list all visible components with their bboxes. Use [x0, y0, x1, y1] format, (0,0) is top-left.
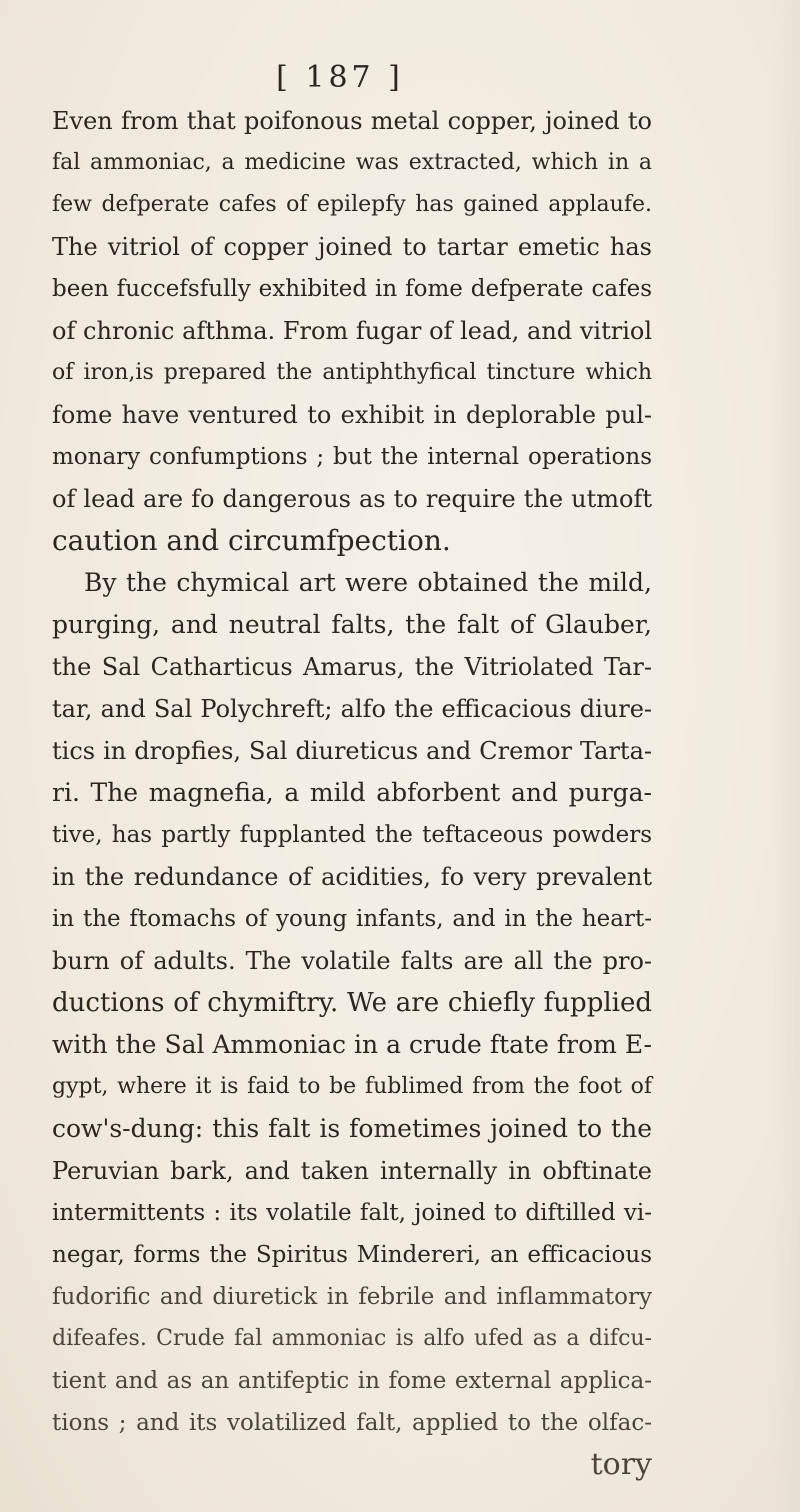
text-line: tions ; and its volatilized falt, applied to the olfac- — [52, 1410, 652, 1436]
text-line: with the Sal Ammoniac in a crude ftate from E- — [52, 1030, 652, 1059]
text-line: difeafes. Crude fal ammoniac is alfo ufed as a difcu- — [52, 1326, 652, 1351]
text-line: fome have ventured to exhibit in deplorable pul- — [52, 401, 652, 429]
text-line: few defperate cafes of epilepfy has gained applaufe. — [52, 192, 652, 217]
text-line: of iron,is prepared the antiphthyfical tincture which — [52, 360, 652, 385]
text-line: Even from that poifonous metal copper, joined to — [52, 107, 652, 135]
text-line: tics in dropfies, Sal diureticus and Cremor Tarta- — [52, 737, 652, 765]
page-number: [ 187 ] — [276, 60, 404, 95]
text-line: negar, forms the Spiritus Mindereri, an efficacious — [52, 1242, 652, 1268]
text-line: gypt, where it is faid to be fublimed from the foot of — [52, 1074, 652, 1099]
text-line: of chronic afthma. From fugar of lead, and vitriol — [52, 317, 652, 345]
text-line: caution and circumfpection. — [52, 524, 451, 557]
text-line: The vitriol of copper joined to tartar emetic has — [52, 233, 652, 261]
text-line: tive, has partly fupplanted the teftaceous powders — [52, 822, 652, 848]
text-line: tar, and Sal Polychreft; alfo the efficacious diure- — [52, 695, 652, 723]
page-edge-shadow — [770, 0, 800, 1512]
text-line: By the chymical art were obtained the mild, — [84, 568, 652, 597]
text-line: been fuccefsfully exhibited in fome defperate cafes — [52, 276, 652, 302]
catchword: tory — [590, 1447, 652, 1482]
text-line: purging, and neutral falts, the falt of Glauber, — [52, 610, 652, 639]
text-line: fal ammoniac, a medicine was extracted, which in a — [52, 150, 652, 175]
text-line: in the ftomachs of young infants, and in the heart- — [52, 906, 652, 932]
text-line: the Sal Catharticus Amarus, the Vitriolated Tar- — [52, 653, 652, 681]
text-line: ri. The magnefia, a mild abforbent and purga- — [52, 778, 652, 807]
text-line: burn of adults. The volatile falts are all the pro- — [52, 947, 652, 975]
text-line: tient and as an antifeptic in fome external applica- — [52, 1368, 652, 1394]
text-line: intermittents : its volatile falt, joined to diftilled vi- — [52, 1200, 652, 1226]
text-line: fudorific and diuretick in febrile and inflammatory — [52, 1284, 652, 1310]
text-line: of lead are fo dangerous as to require the utmoft — [52, 485, 652, 513]
text-line: ductions of chymiftry. We are chiefly fupplied — [52, 988, 652, 1018]
text-line: cow's-dung: this falt is fometimes joined to the — [52, 1114, 652, 1143]
text-line: in the redundance of acidities, fo very prevalent — [52, 863, 652, 891]
text-line: Peruvian bark, and taken internally in obftinate — [52, 1157, 652, 1185]
text-line: monary confumptions ; but the internal operations — [52, 444, 652, 470]
